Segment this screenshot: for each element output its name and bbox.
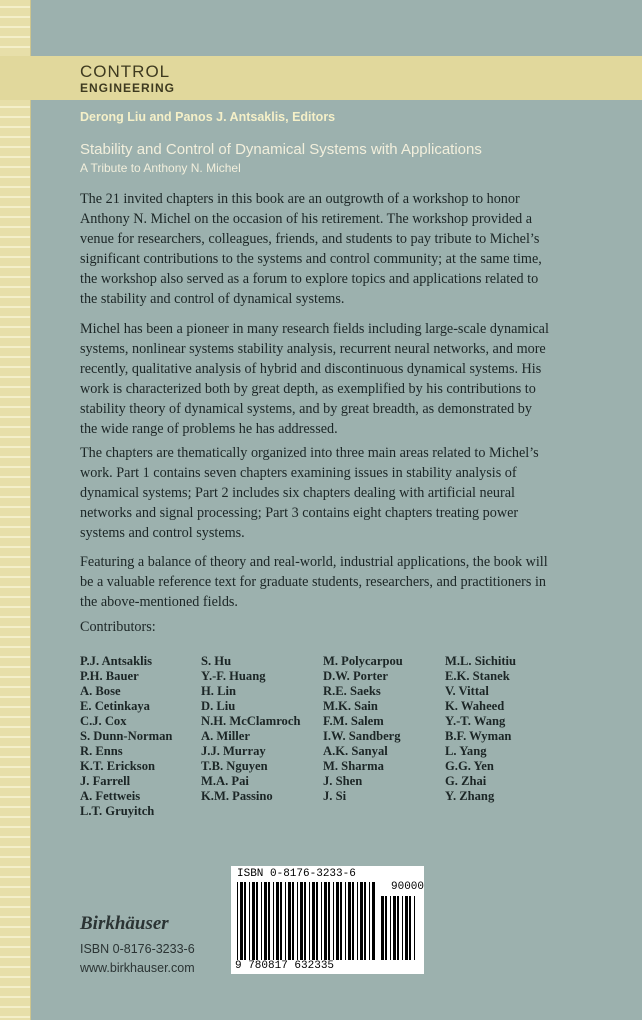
spine-stripe xyxy=(0,146,30,148)
contributors-column-1 xyxy=(80,654,172,819)
contributor: S. Dunn-Norman xyxy=(80,729,173,743)
contributor: A. Fettweis xyxy=(80,789,141,803)
barcode-bars xyxy=(237,882,377,960)
contributor: H. Lin xyxy=(201,684,236,698)
contributor: A. Bose xyxy=(80,684,121,698)
contributor: S. Hu xyxy=(201,654,232,668)
barcode-bar xyxy=(288,882,291,960)
spine-stripe xyxy=(0,806,30,808)
spine-stripe xyxy=(0,706,30,708)
spine-stripe xyxy=(0,6,30,8)
spine-stripe xyxy=(0,726,30,728)
barcode-bar xyxy=(300,882,303,960)
spine-stripe xyxy=(0,656,30,658)
barcode-bar xyxy=(237,882,238,960)
barcode-bar xyxy=(256,882,258,960)
contributor: M.L. Sichitiu xyxy=(445,654,517,668)
spine-stripe xyxy=(0,326,30,328)
contributors-heading: Contributors: xyxy=(80,619,156,635)
barcode-bar xyxy=(402,896,403,960)
spine-stripe xyxy=(0,506,30,508)
contributor: J. Farrell xyxy=(80,774,131,788)
spine-stripe xyxy=(0,876,30,878)
spine-stripe xyxy=(0,576,30,578)
spine-stripe xyxy=(0,486,30,488)
spine-stripe xyxy=(0,456,30,458)
spine-stripe xyxy=(0,696,30,698)
contributor: C.J. Cox xyxy=(80,714,127,728)
barcode-bar xyxy=(414,896,415,960)
spine-stripe xyxy=(0,886,30,888)
spine-stripe xyxy=(0,246,30,248)
contributor: G. Zhai xyxy=(445,774,487,788)
spine-stripe xyxy=(0,296,30,298)
editors-line: Derong Liu and Panos J. Antsaklis, Editors xyxy=(80,110,336,124)
contributor: J. Si xyxy=(323,789,347,803)
spine-stripe xyxy=(0,256,30,258)
spine-stripe xyxy=(0,216,30,218)
spine-stripe xyxy=(0,996,30,998)
barcode-bar xyxy=(345,882,346,960)
spine-stripe xyxy=(0,686,30,688)
contributor: M. Polycarpou xyxy=(323,654,403,668)
publisher-logo: Birkhäuser xyxy=(80,913,169,934)
spine-stripe xyxy=(0,46,30,48)
contributors-column-3 xyxy=(323,654,403,804)
contributor: K. Waheed xyxy=(445,699,505,713)
spine-stripe xyxy=(0,626,30,628)
contributor: V. Vittal xyxy=(445,684,489,698)
spine-stripe xyxy=(0,476,30,478)
barcode-number: 9 780817 632335 xyxy=(235,960,335,972)
barcode-bar xyxy=(333,882,334,960)
spine-stripe xyxy=(0,376,30,378)
contributor: A.K. Sanyal xyxy=(323,744,388,758)
spine-stripe xyxy=(0,406,30,408)
book-title: Stability and Control of Dynamical Systems with Applications xyxy=(80,141,482,158)
barcode-bar xyxy=(372,882,375,960)
barcode-bar xyxy=(405,896,408,960)
spine-stripe xyxy=(0,896,30,898)
contributor: Y. Zhang xyxy=(445,789,495,803)
barcode-bar xyxy=(390,896,391,960)
barcode-bar xyxy=(381,896,384,960)
contributor: J.J. Murray xyxy=(201,744,266,758)
spine-stripe xyxy=(0,646,30,648)
barcode-bar xyxy=(348,882,351,960)
spine-stripe xyxy=(0,316,30,318)
spine-stripe xyxy=(0,956,30,958)
spine-stripe xyxy=(0,716,30,718)
contributor: R.E. Saeks xyxy=(323,684,381,698)
spine-stripe xyxy=(0,1016,30,1018)
spine-stripe xyxy=(0,586,30,588)
barcode-bar xyxy=(393,896,396,960)
spine-stripe xyxy=(0,906,30,908)
spine-stripe xyxy=(0,856,30,858)
barcode-bar xyxy=(261,882,262,960)
spine-stripe xyxy=(0,466,30,468)
barcode-bar xyxy=(285,882,286,960)
barcode-bar xyxy=(280,882,282,960)
barcode-bar xyxy=(352,882,354,960)
spine-stripe xyxy=(0,786,30,788)
barcode-bar xyxy=(385,896,387,960)
spine-stripe xyxy=(0,336,30,338)
spine-stripe xyxy=(0,106,30,108)
publisher-isbn: ISBN 0-8176-3233-6 xyxy=(80,942,195,956)
contributor: P.H. Bauer xyxy=(80,669,139,683)
barcode-bar xyxy=(328,882,330,960)
contributor: B.F. Wyman xyxy=(445,729,512,743)
contributor: M.A. Pai xyxy=(201,774,249,788)
contributor: D. Liu xyxy=(201,699,236,713)
spine-stripe xyxy=(0,136,30,138)
spine-stripe xyxy=(0,736,30,738)
spine-stripe xyxy=(0,536,30,538)
contributor: K.T. Erickson xyxy=(80,759,155,773)
barcode-bar xyxy=(360,882,363,960)
spine-stripe xyxy=(0,266,30,268)
spine-stripe xyxy=(0,566,30,568)
spine-stripe xyxy=(0,966,30,968)
barcode-bar xyxy=(369,882,370,960)
barcode-bar xyxy=(252,882,255,960)
barcode-bar xyxy=(268,882,270,960)
contributor: R. Enns xyxy=(80,744,123,758)
barcode-isbn: ISBN 0-8176-3233-6 xyxy=(237,868,356,880)
publisher-url: www.birkhauser.com xyxy=(80,961,195,975)
series-title: CONTROL xyxy=(80,62,171,81)
spine-stripe xyxy=(0,236,30,238)
spine-stripe xyxy=(0,176,30,178)
spine-stripe xyxy=(0,286,30,288)
barcode-bar xyxy=(304,882,306,960)
spine-stripe xyxy=(0,116,30,118)
spine-stripe xyxy=(0,26,30,28)
spine-stripe xyxy=(0,926,30,928)
paragraph-2: Michel has been a pioneer in many research fields including large-scale dynamical systems, nonlinear systems stability analysis, recurrent neural networks, and more recently, qualitative analysis of hybrid and discontinuous dynamical systems. His work is characterized both by great depth, as exemplified by his contributions to stability theory of dynamical systems, and by great breadth, as demonstrated by the wide range of problems he has addressed. xyxy=(80,321,549,437)
spine-stripe xyxy=(0,206,30,208)
spine-stripe xyxy=(0,796,30,798)
spine-stripe xyxy=(0,526,30,528)
contributor: E. Cetinkaya xyxy=(80,699,150,713)
contributors-column-2 xyxy=(201,654,300,804)
spine-stripe xyxy=(0,186,30,188)
spine-stripe xyxy=(0,36,30,38)
barcode-bar xyxy=(297,882,298,960)
barcode-bar xyxy=(321,882,322,960)
barcode-bar xyxy=(357,882,358,960)
spine-stripe xyxy=(0,346,30,348)
spine-stripe xyxy=(0,556,30,558)
spine-stripe xyxy=(0,866,30,868)
spine-stripe xyxy=(0,306,30,308)
series-subtitle: ENGINEERING xyxy=(80,81,176,95)
spine-stripe xyxy=(0,606,30,608)
barcode-price-code: 90000 xyxy=(391,881,425,893)
spine-stripe xyxy=(0,846,30,848)
contributor: P.J. Antsaklis xyxy=(80,654,152,668)
contributor: Y.-F. Huang xyxy=(201,669,266,683)
contributor: T.B. Nguyen xyxy=(201,759,268,773)
spine-stripe xyxy=(0,1006,30,1008)
spine-stripe xyxy=(0,986,30,988)
contributors-column-4 xyxy=(445,654,516,804)
spine-stripe xyxy=(0,16,30,18)
barcode-bar xyxy=(292,882,294,960)
barcode-bar xyxy=(249,882,250,960)
spine-stripe xyxy=(0,976,30,978)
contributor: M. Sharma xyxy=(323,759,384,773)
spine-stripe xyxy=(0,636,30,638)
barcode-bar xyxy=(364,882,366,960)
contributor: F.M. Salem xyxy=(323,714,384,728)
contributor: L. Yang xyxy=(445,744,487,758)
paragraph-4: Featuring a balance of theory and real-world, industrial applications, the book will be a valuable reference text for graduate students, researchers, and practitioners in the above-mentioned fields. xyxy=(80,554,548,610)
spine-stripe xyxy=(0,416,30,418)
paragraph-1: The 21 invited chapters in this book are an outgrowth of a workshop to honor Anthony N. Michel on the occasion of his retirement. The workshop provided a venue for researchers, colleagues, friends, and students to pay tribute to Michel’s significant contributions to the systems and control community; at the same time, the workshop also served as a forum to explore topics and applications related to the stability and control of dynamical systems. xyxy=(80,191,542,307)
barcode-bar xyxy=(273,882,274,960)
spine-stripe xyxy=(0,226,30,228)
spine-stripe xyxy=(0,916,30,918)
barcode xyxy=(231,866,424,974)
spine-stripe xyxy=(0,436,30,438)
spine-stripe xyxy=(0,826,30,828)
barcode-bar xyxy=(240,882,243,960)
contributor: N.H. McClamroch xyxy=(201,714,301,728)
barcode-bar xyxy=(312,882,315,960)
spine-stripe xyxy=(0,836,30,838)
barcode-bar xyxy=(309,882,310,960)
spine-stripe xyxy=(0,816,30,818)
spine-stripe xyxy=(0,946,30,948)
contributor: A. Miller xyxy=(201,729,250,743)
barcode-bar xyxy=(276,882,279,960)
barcode-bar xyxy=(244,882,246,960)
contributor: Y.-T. Wang xyxy=(445,714,506,728)
spine-stripe xyxy=(0,676,30,678)
spine-stripe xyxy=(0,126,30,128)
spine-stripe xyxy=(0,666,30,668)
spine-stripe xyxy=(0,366,30,368)
barcode-bar xyxy=(340,882,342,960)
spine-stripe xyxy=(0,356,30,358)
barcode-bar xyxy=(397,896,399,960)
barcode-bar xyxy=(316,882,318,960)
spine-stripe xyxy=(0,746,30,748)
spine-stripe xyxy=(0,156,30,158)
contributor: I.W. Sandberg xyxy=(323,729,401,743)
spine-stripe xyxy=(0,166,30,168)
barcode-addon-bars xyxy=(381,896,419,960)
spine-stripe xyxy=(0,426,30,428)
paragraph-3: The chapters are thematically organized into three main areas related to Michel’s work. Part 1 contains seven chapters examining issues in stability analysis of dynamical systems; Part 2 includes six chapters dealing with artificial neural networks and signal processing; Part 3 contains eight chapters treating power systems and control systems. xyxy=(80,445,539,541)
barcode-bar xyxy=(264,882,267,960)
spine-stripe xyxy=(0,766,30,768)
contributor: K.M. Passino xyxy=(201,789,273,803)
contributor: E.K. Stanek xyxy=(445,669,510,683)
spine-stripe xyxy=(0,546,30,548)
spine-stripe xyxy=(0,516,30,518)
contributor: M.K. Sain xyxy=(323,699,378,713)
barcode-bar xyxy=(324,882,327,960)
barcode-bar xyxy=(409,896,411,960)
spine-stripe xyxy=(0,386,30,388)
spine-stripe xyxy=(0,776,30,778)
contributor: J. Shen xyxy=(323,774,363,788)
spine-stripe xyxy=(0,616,30,618)
book-subtitle: A Tribute to Anthony N. Michel xyxy=(80,161,241,175)
contributor: G.G. Yen xyxy=(445,759,494,773)
spine-stripe xyxy=(0,196,30,198)
book-spine-edge xyxy=(0,0,31,1020)
barcode-bar xyxy=(336,882,339,960)
spine-stripe xyxy=(0,756,30,758)
spine-stripe xyxy=(0,936,30,938)
spine-stripe xyxy=(0,396,30,398)
contributor: D.W. Porter xyxy=(323,669,388,683)
spine-stripe xyxy=(0,276,30,278)
spine-stripe xyxy=(0,596,30,598)
spine-stripe xyxy=(0,446,30,448)
contributor: L.T. Gruyitch xyxy=(80,804,155,818)
spine-stripe xyxy=(0,496,30,498)
